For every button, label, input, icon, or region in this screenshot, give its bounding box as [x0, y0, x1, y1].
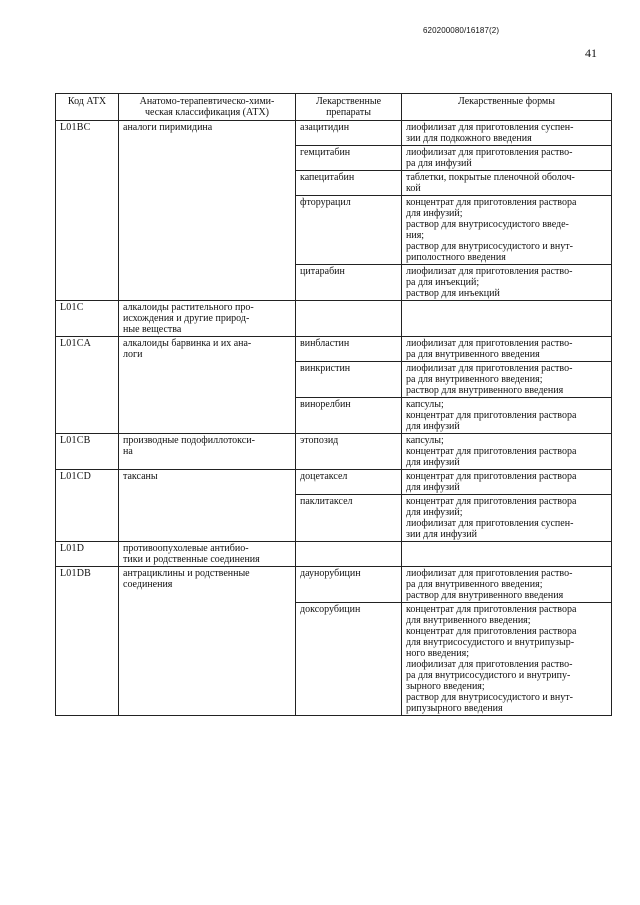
atx-code-cell: L01CD [56, 470, 119, 542]
drug-name-cell: винорелбин [296, 398, 402, 434]
table-header-row [56, 94, 612, 121]
drug-name-cell: винкристин [296, 362, 402, 398]
table-row [56, 542, 612, 567]
dosage-form-cell: концентрат для приготовления раствора для инфузий [402, 470, 612, 495]
table-row [56, 434, 612, 470]
dosage-form-cell: концентрат для приготовления раствора для инфузий; лиофилизат для приготовления суспен- зии для инфузий [402, 495, 612, 542]
dosage-form-cell: капсулы; концентрат для приготовления раствора для инфузий [402, 434, 612, 470]
drug-name-cell: капецитабин [296, 171, 402, 196]
table-row [56, 121, 612, 146]
drug-name-cell: даунорубицин [296, 567, 402, 603]
drug-name-cell: этопозид [296, 434, 402, 470]
atx-classification-cell: алкалоиды барвинка и их ана- логи [119, 337, 296, 434]
drug-name-cell [296, 542, 402, 567]
atx-code-cell: L01D [56, 542, 119, 567]
dosage-form-cell: таблетки, покрытые пленочной оболоч- кой [402, 171, 612, 196]
drug-name-cell: цитарабин [296, 265, 402, 301]
drug-name-cell: винбластин [296, 337, 402, 362]
table-row [56, 337, 612, 362]
dosage-form-cell: лиофилизат для приготовления раство- ра для внутривенного введения [402, 337, 612, 362]
dosage-form-cell [402, 301, 612, 337]
dosage-form-cell [402, 542, 612, 567]
header-drugs: Лекарственные препараты [296, 94, 402, 121]
atx-classification-cell: производные подофиллотокси- на [119, 434, 296, 470]
drug-name-cell [296, 301, 402, 337]
table-row [56, 567, 612, 603]
atx-classification-cell: аналоги пиримидина [119, 121, 296, 301]
atx-classification-cell: таксаны [119, 470, 296, 542]
dosage-form-cell: лиофилизат для приготовления раство- ра для инъекций; раствор для инъекций [402, 265, 612, 301]
atx-code-cell: L01DB [56, 567, 119, 716]
atx-code-cell: L01CA [56, 337, 119, 434]
dosage-form-cell: концентрат для приготовления раствора для инфузий; раствор для внутрисосудистого введе- ния; раствор для внутрисосудистого и внут- риполостного введения [402, 196, 612, 265]
drug-name-cell: фторурацил [296, 196, 402, 265]
dosage-form-cell: капсулы; концентрат для приготовления раствора для инфузий [402, 398, 612, 434]
drug-name-cell: гемцитабин [296, 146, 402, 171]
document-id: 620200080/16187(2) [423, 26, 500, 35]
drug-name-cell: паклитаксел [296, 495, 402, 542]
atx-classification-cell: алкалоиды растительного про- исхождения и другие природ- ные вещества [119, 301, 296, 337]
dosage-form-cell: лиофилизат для приготовления раство- ра для внутривенного введения; раствор для внутривенного введения [402, 362, 612, 398]
dosage-form-cell: лиофилизат для приготовления суспен- зии для подкожного введения [402, 121, 612, 146]
dosage-form-cell: концентрат для приготовления раствора для внутривенного введения; концентрат для приготовления раствора для внутрисосудистого и внутрипузыр- ного введения; лиофилизат для приготовления раство- ра для внутрисосудистого и внутрипу- зырного введения; раствор для внутрисосудистого и внут- рипузырного введения [402, 603, 612, 716]
atx-classification-cell: антрациклины и родственные соединения [119, 567, 296, 716]
table-body [56, 121, 612, 716]
atx-code-cell: L01C [56, 301, 119, 337]
dosage-form-cell: лиофилизат для приготовления раство- ра для внутривенного введения; раствор для внутривенного введения [402, 567, 612, 603]
table-row [56, 301, 612, 337]
table-row [56, 470, 612, 495]
drug-name-cell: азацитидин [296, 121, 402, 146]
atx-classification-table [55, 93, 612, 716]
drug-name-cell: доксорубицин [296, 603, 402, 716]
header-dosage-forms: Лекарственные формы [402, 94, 612, 121]
header-atx-classification: Анатомо-терапевтическо-хими- ческая классификация (АТХ) [119, 94, 296, 121]
atx-classification-cell: противоопухолевые антибио- тики и родственные соединения [119, 542, 296, 567]
page-number: 41 [585, 46, 597, 60]
drug-name-cell: доцетаксел [296, 470, 402, 495]
atx-code-cell: L01BC [56, 121, 119, 301]
atx-code-cell: L01CB [56, 434, 119, 470]
dosage-form-cell: лиофилизат для приготовления раство- ра для инфузий [402, 146, 612, 171]
header-atx-code: Код АТХ [56, 94, 119, 121]
